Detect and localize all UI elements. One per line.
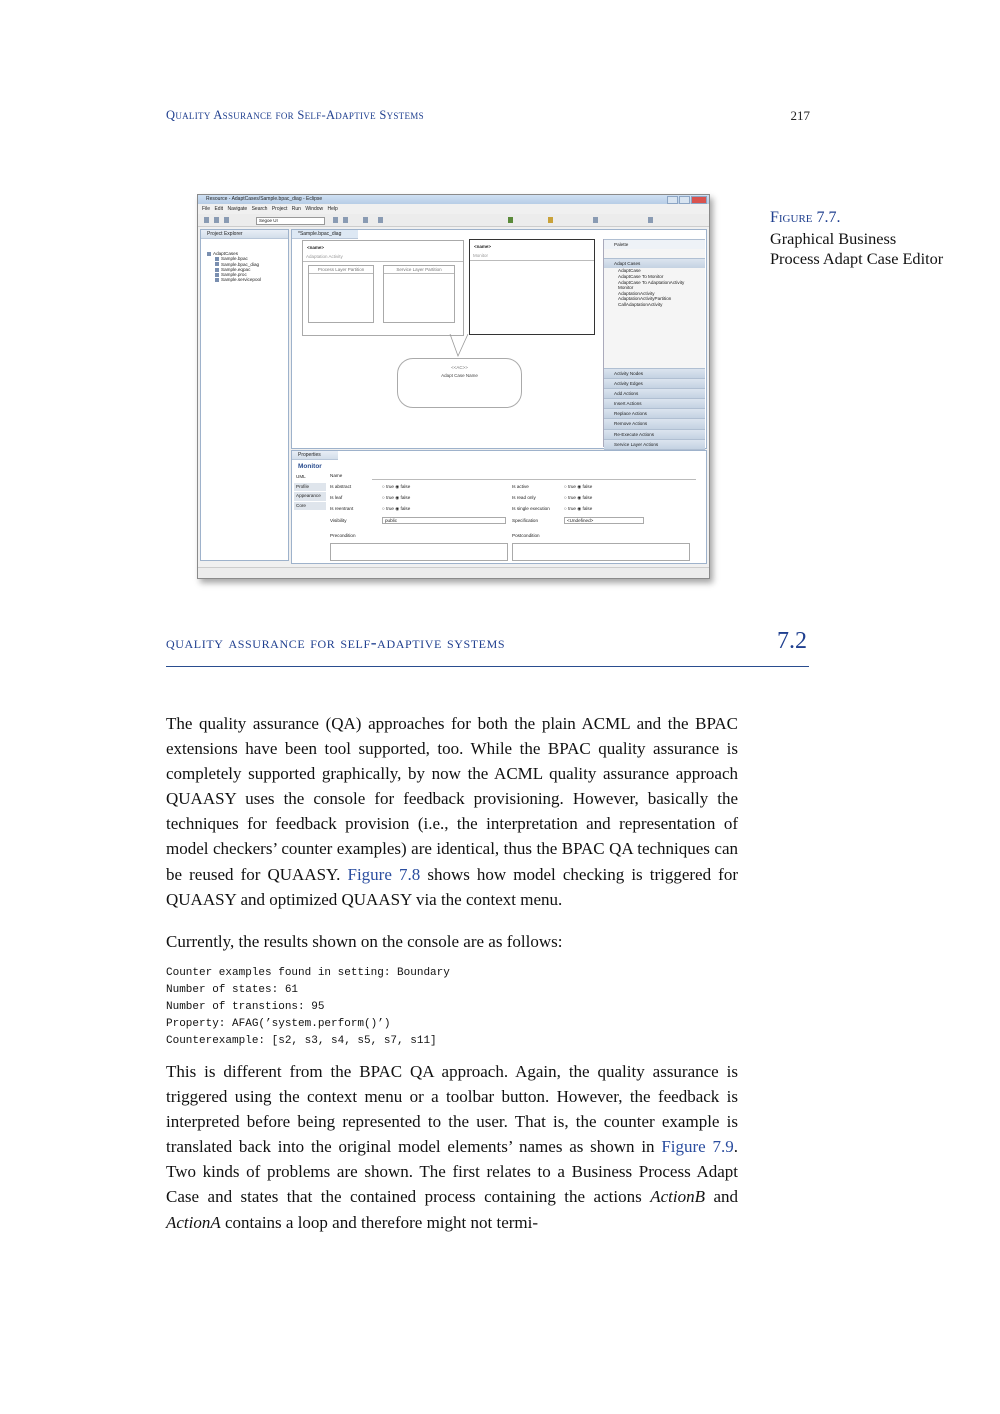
palette-drawer: Remove Actions [604, 418, 705, 428]
postcondition-label: Postcondition [512, 533, 540, 538]
monitor-node [469, 239, 595, 335]
print-icon [224, 217, 229, 223]
props-tab-profile: Profile [294, 483, 326, 493]
menu-edit: Edit [214, 206, 224, 212]
process-layer-partition: Process Layer Partition [308, 265, 374, 323]
palette-drawer: Service Layer Actions [604, 439, 705, 449]
menu-search: Search [251, 206, 268, 212]
name-label: Name [330, 473, 343, 478]
props-tab-core: Core [294, 502, 326, 512]
paragraph-2: Currently, the results shown on the console are as follows: [166, 932, 563, 951]
file-icon [215, 273, 219, 277]
new-icon [204, 217, 209, 223]
figure-link-7-9[interactable]: Figure 7.9 [661, 1137, 734, 1157]
console-line: Number of states: 61 [166, 984, 299, 996]
window-titlebar [198, 195, 709, 204]
menu-window: Window [305, 206, 324, 212]
console-line: Counter examples found in setting: Boundary [166, 967, 450, 979]
section-heading [166, 630, 809, 667]
project-icon [207, 252, 211, 256]
palette-item: Monitor [618, 285, 634, 291]
monitor-label: Monitor [473, 253, 489, 258]
menu-run: Run [291, 206, 301, 212]
file-icon [215, 278, 219, 282]
specification-label: Specification [512, 518, 539, 523]
visibility-label: Visibility [330, 518, 347, 523]
figure-screenshot [197, 194, 710, 579]
props-tab-uml: UML [294, 473, 326, 483]
properties-tab: Properties [292, 451, 338, 460]
console-line: Counterexample: [s2, s3, s4, s5, s7, s11] [166, 1035, 437, 1047]
italic-icon [343, 217, 348, 223]
font-dropdown: Segoe UI [256, 217, 325, 225]
paragraph-1: The quality assurance (QA) approaches for both the plain ACML and the BPAC extensions have been tool supported, too. While the BPAC quality assurance is completely supported graphically, by now the ACML quality assurance approach QUAASY uses the console for feedback provisioning. However, basically the techniques for feedback provision (i.e., the interpretation and representation of model checkers’ counter examples) are identical, thus the BPAC QA techniques can be reused for QUAASY. Figure 7.8 shows how model checking is triggered for QUAASY and optimized QUAASY via the context menu. [166, 714, 739, 909]
tree-item: Sample.bpac [207, 256, 288, 261]
menu-help: Help [327, 206, 338, 212]
close-icon [691, 196, 707, 204]
console-line: Number of transtions: 95 [166, 1001, 325, 1013]
properties-title: Monitor [298, 463, 322, 470]
tree-item: Sample.eqpac [207, 267, 288, 272]
precondition-label: Precondition [330, 533, 356, 538]
zoom-icon [593, 217, 598, 223]
adapt-case-node [397, 358, 522, 408]
monitor-name: <name> [474, 244, 492, 249]
minimize-icon [667, 196, 678, 204]
figure-label: Figure 7.7. [770, 209, 841, 226]
tree-item: Sample.proc [207, 272, 288, 277]
props-tab-appearance: Appearance [294, 492, 326, 502]
console-line: Property: AFAG(’system.perform()’) [166, 1018, 391, 1030]
editor-tab: *Sample.bpac_diag [292, 230, 358, 239]
file-icon [215, 257, 219, 261]
folder-icon [548, 217, 553, 223]
palette-drawer: Add Actions [604, 388, 705, 398]
file-icon [215, 262, 219, 266]
palette [603, 239, 705, 447]
palette-item: AdaptationActivity [618, 290, 655, 296]
specification-field: <Undefined> [564, 517, 644, 524]
palette-title: Palette [604, 239, 705, 249]
palette-item: CallAdaptationActivity [618, 301, 663, 307]
explorer-tab: Project Explorer [201, 230, 288, 239]
console-output [166, 965, 450, 1050]
palette-drawer-adapt-cases: Adapt Cases [604, 258, 705, 268]
service-layer-partition: Service Layer Partition [383, 265, 455, 323]
section-title: quality assurance for self-adaptive systems [166, 632, 506, 652]
run-icon [508, 217, 513, 223]
prop-is-reentrant: Is reentrant [330, 506, 354, 511]
adapt-case-name: Adapt Case Name [441, 373, 478, 378]
menu-file: File [202, 206, 211, 212]
palette-item: AdaptCase [618, 268, 641, 274]
project-explorer [200, 229, 289, 561]
palette-item: AdaptationActivityPartition [618, 296, 672, 302]
page-number: 217 [790, 108, 810, 123]
activity-label: Adaptation Activity [306, 254, 343, 259]
bold-icon [333, 217, 338, 223]
save-icon [214, 217, 219, 223]
tree-item: AdaptCases [207, 251, 288, 256]
prop-is-active: Is active [512, 484, 529, 489]
palette-drawer: Insert Actions [604, 398, 705, 408]
prop-is-abstract: Is abstract [330, 484, 352, 489]
palette-drawer: Re-Execute Actions [604, 429, 705, 439]
tree-item: Sample.servicepool [207, 277, 288, 282]
activity-name: <name> [307, 245, 325, 250]
palette-drawer: Activity Nodes [604, 368, 705, 378]
figure-link-7-8[interactable]: Figure 7.8 [347, 864, 421, 884]
visibility-select: public [382, 517, 506, 524]
tree-item: Sample.bpac_diag [207, 262, 288, 267]
status-bar [198, 567, 709, 578]
paragraph-3: This is different from the BPAC QA approach. Again, the quality assurance is triggered using the context menu or a toolbar button. However, the feedback is interpreted before being represented to the user. That is, the counter example is translated back into the original model elements’ names as shown in Figure 7.9. Two kinds of problems are shown. The first relates to a Business Process Adapt Case and states that the contained process containing the actions ActionB and ActionA contains a loop and therefore might not termi- [166, 1062, 738, 1232]
toolbar [198, 214, 709, 227]
properties-view: Properties Monitor UML Profile Appearance Core Name Is abstract Is leaf Is reentrant ○ true ◉ false ○ true ◉ false ○ true ◉ false Is active Is read only Is single execution ○ true ◉ false ○ true ◉ false ○ true ◉ false Visibility public Specification <Undefined> Precondition Postcondition [291, 450, 707, 564]
menu-project: Project [271, 206, 288, 212]
prop-is-single-execution: Is single execution [512, 506, 550, 511]
font-color-icon [363, 217, 368, 223]
palette-item: AdaptCase To Monitor [618, 273, 664, 279]
palette-drawer: Replace Actions [604, 408, 705, 418]
window-title: Resource - AdaptCases/Sample.bpac_diag - Eclipse [206, 196, 323, 202]
menubar [198, 205, 709, 213]
prop-is-read-only: Is read only [512, 495, 536, 500]
menu-navigate: Navigate [227, 206, 248, 212]
fill-color-icon [378, 217, 383, 223]
adapt-case-stereotype: <<AC>> [451, 365, 468, 370]
palette-drawer: Activity Edges [604, 378, 705, 388]
file-icon [215, 268, 219, 272]
section-number: 7.2 [777, 628, 807, 654]
maximize-icon [679, 196, 690, 204]
palette-item: AdaptCase To AdaptationActivity [618, 279, 685, 285]
adaptation-activity-node [302, 240, 464, 336]
perspective-icon [648, 217, 653, 223]
figure-caption: Graphical Business Process Adapt Case Editor [770, 229, 944, 268]
prop-is-leaf: Is leaf [330, 495, 343, 500]
running-title: Quality Assurance for Self-Adaptive Systems [166, 108, 424, 122]
